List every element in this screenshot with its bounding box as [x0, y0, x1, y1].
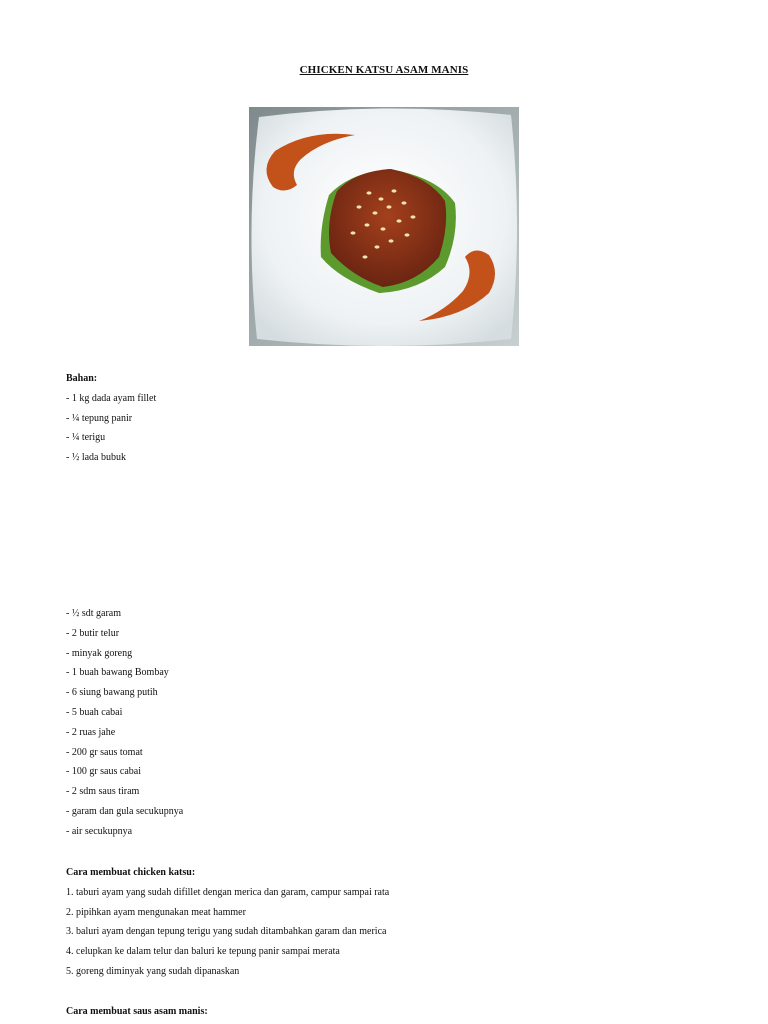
bahan-section-2	[66, 604, 183, 842]
ingredient-item: - garam dan gula secukupnya	[66, 805, 184, 817]
ingredient-item: - 6 siung bawang putih	[66, 687, 158, 699]
ingredient-item: - ½ lada bubuk	[66, 452, 126, 464]
ingredient-item: - 2 sdm saus tiram	[66, 786, 140, 798]
step-item: 3. baluri ayam dengan tepung terigu yang sudah ditambahkan garam dan merica	[66, 926, 387, 938]
ingredient-item: - air secukupnya	[66, 825, 133, 837]
ingredient-item: - 2 butir telur	[66, 627, 120, 639]
bahan-section-1	[66, 369, 156, 468]
step-item: 2. pipihkan ayam mengunakan meat hammer	[66, 906, 246, 918]
step-item: 1. taburi ayam yang sudah difillet dengan merica dan garam, campur sampai rata	[66, 886, 390, 898]
cara-katsu-section	[66, 863, 389, 982]
page-title: CHICKEN KATSU ASAM MANIS	[299, 64, 469, 76]
ingredient-item: - 1 buah bawang Bombay	[66, 667, 169, 679]
ingredient-item: - ½ sdt garam	[66, 608, 121, 619]
cara-saus-section	[66, 1002, 208, 1022]
step-item: 5. goreng diminyak yang sudah dipanaskan	[66, 965, 240, 977]
cara-saus-heading: Cara membuat saus asam manis:	[66, 1006, 208, 1017]
ingredient-item: - 200 gr saus tomat	[66, 746, 143, 758]
step-item: 4. celupkan ke dalam telur dan baluri ke tepung panir sampai merata	[66, 946, 340, 958]
ingredient-item: - 5 buah cabai	[66, 706, 123, 718]
ingredient-item: - 2 ruas jahe	[66, 726, 116, 738]
cara-katsu-heading: Cara membuat chicken katsu:	[66, 867, 196, 878]
ingredient-item: - 100 gr saus cabai	[66, 766, 141, 778]
ingredient-item: - ¼ terigu	[66, 432, 106, 444]
ingredient-item: - ¼ tepung panir	[66, 412, 133, 424]
dish-photo	[249, 107, 519, 346]
bahan-heading: Bahan:	[66, 373, 98, 384]
ingredient-item: - minyak goreng	[66, 647, 133, 659]
ingredient-item: - 1 kg dada ayam fillet	[66, 392, 157, 404]
